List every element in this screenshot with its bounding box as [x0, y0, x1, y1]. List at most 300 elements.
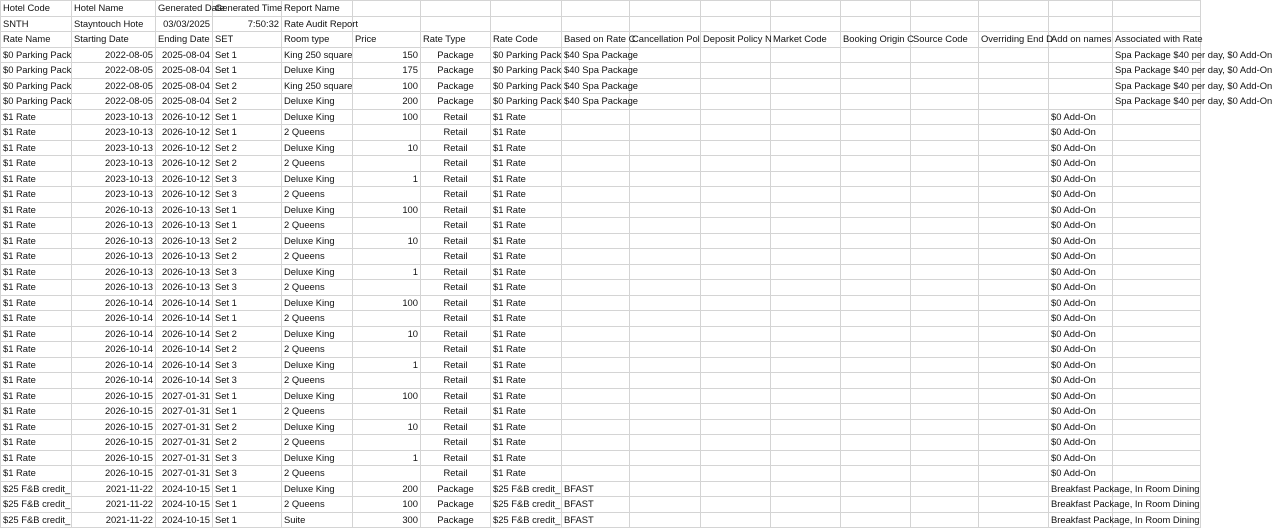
table-cell[interactable]: $1 Rate — [491, 233, 562, 249]
table-cell[interactable] — [701, 109, 771, 125]
table-cell[interactable]: $1 Rate — [491, 264, 562, 280]
table-cell[interactable]: Set 3 — [213, 450, 282, 466]
table-cell[interactable] — [771, 202, 841, 218]
table-cell[interactable]: $0 Parking Pack — [491, 47, 562, 63]
table-cell[interactable] — [771, 249, 841, 265]
table-cell[interactable] — [1113, 140, 1201, 156]
table-cell[interactable]: $1 Rate — [1, 435, 72, 451]
table-cell[interactable]: 2026-10-12 — [156, 187, 213, 203]
table-cell[interactable]: $1 Rate — [491, 419, 562, 435]
table-cell[interactable] — [771, 326, 841, 342]
table-cell[interactable] — [353, 156, 421, 172]
empty-cell[interactable] — [562, 16, 630, 32]
table-cell[interactable]: King 250 square — [282, 78, 353, 94]
table-cell[interactable] — [1113, 404, 1201, 420]
table-cell[interactable] — [841, 357, 911, 373]
table-cell[interactable] — [701, 78, 771, 94]
table-cell[interactable] — [701, 512, 771, 528]
table-cell[interactable]: Package — [421, 78, 491, 94]
table-cell[interactable] — [1113, 326, 1201, 342]
column-header[interactable]: Rate Type — [421, 32, 491, 48]
table-cell[interactable]: Set 1 — [213, 497, 282, 513]
table-cell[interactable]: Deluxe King — [282, 295, 353, 311]
empty-cell[interactable] — [630, 16, 701, 32]
table-cell[interactable] — [701, 249, 771, 265]
table-cell[interactable]: $25 F&B credit_ — [491, 512, 562, 528]
table-cell[interactable]: 10 — [353, 419, 421, 435]
table-cell[interactable] — [630, 94, 701, 110]
empty-cell[interactable] — [701, 1, 771, 17]
meta-value-cell[interactable]: Rate Audit Report — [282, 16, 353, 32]
table-cell[interactable] — [771, 140, 841, 156]
table-cell[interactable]: 300 — [353, 512, 421, 528]
table-cell[interactable] — [1049, 47, 1113, 63]
table-cell[interactable]: Deluxe King — [282, 357, 353, 373]
table-cell[interactable] — [562, 233, 630, 249]
table-cell[interactable] — [979, 233, 1049, 249]
table-cell[interactable]: $0 Add-On — [1049, 373, 1113, 389]
table-cell[interactable] — [630, 450, 701, 466]
table-cell[interactable]: 2026-10-12 — [156, 109, 213, 125]
empty-cell[interactable] — [562, 1, 630, 17]
table-cell[interactable]: Breakfast Package, In Room Dining — [1049, 497, 1113, 513]
table-cell[interactable]: Set 1 — [213, 295, 282, 311]
table-cell[interactable]: $25 F&B credit_ — [491, 481, 562, 497]
column-header[interactable]: Overriding End D — [979, 32, 1049, 48]
table-cell[interactable]: Set 3 — [213, 187, 282, 203]
table-cell[interactable] — [701, 466, 771, 482]
table-cell[interactable]: 2022-08-05 — [72, 94, 156, 110]
table-cell[interactable]: $0 Add-On — [1049, 404, 1113, 420]
table-cell[interactable] — [562, 171, 630, 187]
table-cell[interactable]: 2027-01-31 — [156, 388, 213, 404]
table-cell[interactable] — [911, 63, 979, 79]
table-cell[interactable] — [562, 202, 630, 218]
table-cell[interactable] — [771, 156, 841, 172]
table-cell[interactable]: 2 Queens — [282, 280, 353, 296]
table-cell[interactable]: 2026-10-13 — [72, 218, 156, 234]
empty-cell[interactable] — [1113, 1, 1201, 17]
table-cell[interactable] — [353, 125, 421, 141]
table-cell[interactable]: 2 Queens — [282, 497, 353, 513]
table-cell[interactable] — [771, 233, 841, 249]
empty-cell[interactable] — [1113, 16, 1201, 32]
table-cell[interactable]: Retail — [421, 218, 491, 234]
table-cell[interactable]: Retail — [421, 280, 491, 296]
table-cell[interactable] — [630, 156, 701, 172]
table-cell[interactable] — [701, 218, 771, 234]
table-cell[interactable] — [771, 435, 841, 451]
table-cell[interactable]: 2027-01-31 — [156, 419, 213, 435]
table-cell[interactable] — [979, 140, 1049, 156]
table-cell[interactable]: $0 Add-On — [1049, 109, 1113, 125]
table-cell[interactable]: 2026-10-13 — [156, 202, 213, 218]
table-cell[interactable]: 1 — [353, 357, 421, 373]
table-cell[interactable]: 2 Queens — [282, 342, 353, 358]
table-cell[interactable] — [701, 187, 771, 203]
meta-value-cell[interactable]: Stayntouch Hote — [72, 16, 156, 32]
empty-cell[interactable] — [491, 1, 562, 17]
table-cell[interactable]: Retail — [421, 326, 491, 342]
table-cell[interactable]: Suite — [282, 512, 353, 528]
empty-cell[interactable] — [491, 16, 562, 32]
table-cell[interactable]: Deluxe King — [282, 171, 353, 187]
table-cell[interactable]: 2026-10-14 — [156, 326, 213, 342]
table-cell[interactable] — [562, 466, 630, 482]
table-cell[interactable] — [979, 249, 1049, 265]
meta-header-cell[interactable]: Generated Date — [156, 1, 213, 17]
table-cell[interactable]: Deluxe King — [282, 388, 353, 404]
table-cell[interactable]: 2026-10-14 — [72, 295, 156, 311]
table-cell[interactable] — [979, 342, 1049, 358]
table-cell[interactable] — [562, 450, 630, 466]
table-cell[interactable] — [562, 187, 630, 203]
table-cell[interactable] — [630, 187, 701, 203]
table-cell[interactable] — [1113, 357, 1201, 373]
table-cell[interactable]: Deluxe King — [282, 233, 353, 249]
column-header[interactable]: Source Code — [911, 32, 979, 48]
table-cell[interactable]: 200 — [353, 481, 421, 497]
table-cell[interactable]: $25 F&B credit_ — [491, 497, 562, 513]
table-cell[interactable]: $1 Rate — [491, 357, 562, 373]
table-cell[interactable]: Set 1 — [213, 388, 282, 404]
table-cell[interactable] — [562, 435, 630, 451]
table-cell[interactable]: 2026-10-13 — [72, 202, 156, 218]
table-cell[interactable] — [1113, 373, 1201, 389]
table-cell[interactable] — [701, 280, 771, 296]
table-cell[interactable] — [1113, 419, 1201, 435]
table-cell[interactable]: $1 Rate — [491, 326, 562, 342]
empty-cell[interactable] — [771, 16, 841, 32]
table-cell[interactable] — [701, 342, 771, 358]
empty-cell[interactable] — [841, 16, 911, 32]
table-cell[interactable]: Set 3 — [213, 357, 282, 373]
table-cell[interactable]: Deluxe King — [282, 326, 353, 342]
table-cell[interactable]: $0 Add-On — [1049, 202, 1113, 218]
table-cell[interactable] — [841, 249, 911, 265]
table-cell[interactable]: 2026-10-13 — [156, 280, 213, 296]
table-cell[interactable] — [701, 419, 771, 435]
table-cell[interactable]: $0 Add-On — [1049, 342, 1113, 358]
table-cell[interactable] — [911, 295, 979, 311]
table-cell[interactable] — [911, 481, 979, 497]
table-cell[interactable] — [911, 249, 979, 265]
table-cell[interactable]: 100 — [353, 78, 421, 94]
table-cell[interactable] — [911, 171, 979, 187]
table-cell[interactable]: Set 1 — [213, 311, 282, 327]
empty-cell[interactable] — [353, 1, 421, 17]
table-cell[interactable] — [911, 264, 979, 280]
table-cell[interactable] — [630, 466, 701, 482]
table-cell[interactable]: 200 — [353, 94, 421, 110]
table-cell[interactable] — [841, 512, 911, 528]
meta-value-cell[interactable]: SNTH — [1, 16, 72, 32]
table-cell[interactable]: 2026-10-13 — [72, 280, 156, 296]
table-cell[interactable] — [1049, 94, 1113, 110]
table-cell[interactable]: Set 1 — [213, 404, 282, 420]
table-cell[interactable] — [911, 125, 979, 141]
table-cell[interactable] — [353, 218, 421, 234]
table-cell[interactable] — [701, 450, 771, 466]
table-cell[interactable]: Package — [421, 94, 491, 110]
table-cell[interactable]: Set 2 — [213, 94, 282, 110]
table-cell[interactable]: 2 Queens — [282, 187, 353, 203]
table-cell[interactable] — [701, 233, 771, 249]
table-cell[interactable]: 2026-10-13 — [156, 264, 213, 280]
table-cell[interactable]: Retail — [421, 233, 491, 249]
table-cell[interactable] — [979, 264, 1049, 280]
table-cell[interactable] — [841, 109, 911, 125]
table-cell[interactable] — [701, 125, 771, 141]
table-cell[interactable] — [841, 78, 911, 94]
table-cell[interactable] — [771, 466, 841, 482]
table-cell[interactable] — [841, 404, 911, 420]
table-cell[interactable] — [841, 156, 911, 172]
table-cell[interactable] — [979, 388, 1049, 404]
table-cell[interactable] — [701, 47, 771, 63]
table-cell[interactable] — [979, 419, 1049, 435]
table-cell[interactable] — [1049, 63, 1113, 79]
table-cell[interactable]: $1 Rate — [1, 357, 72, 373]
table-cell[interactable] — [911, 109, 979, 125]
table-cell[interactable]: $1 Rate — [1, 109, 72, 125]
table-cell[interactable] — [1113, 202, 1201, 218]
table-cell[interactable]: $0 Add-On — [1049, 249, 1113, 265]
table-cell[interactable]: 2 Queens — [282, 435, 353, 451]
table-cell[interactable]: $1 Rate — [491, 249, 562, 265]
table-cell[interactable]: Retail — [421, 404, 491, 420]
table-cell[interactable] — [630, 342, 701, 358]
table-cell[interactable]: Set 2 — [213, 78, 282, 94]
table-cell[interactable] — [911, 94, 979, 110]
table-cell[interactable] — [353, 311, 421, 327]
table-cell[interactable] — [911, 218, 979, 234]
table-cell[interactable]: Set 2 — [213, 233, 282, 249]
table-cell[interactable] — [701, 435, 771, 451]
table-cell[interactable]: King 250 square — [282, 47, 353, 63]
table-cell[interactable]: $0 Add-On — [1049, 280, 1113, 296]
table-cell[interactable] — [630, 233, 701, 249]
table-cell[interactable] — [911, 435, 979, 451]
table-cell[interactable] — [979, 326, 1049, 342]
table-cell[interactable]: Package — [421, 512, 491, 528]
table-cell[interactable]: $1 Rate — [1, 140, 72, 156]
table-cell[interactable] — [701, 326, 771, 342]
empty-cell[interactable] — [353, 16, 421, 32]
table-cell[interactable] — [841, 342, 911, 358]
table-cell[interactable] — [630, 357, 701, 373]
table-cell[interactable]: $0 Add-On — [1049, 326, 1113, 342]
table-cell[interactable]: $1 Rate — [491, 140, 562, 156]
table-cell[interactable] — [353, 342, 421, 358]
table-cell[interactable]: 2023-10-13 — [72, 171, 156, 187]
table-cell[interactable] — [911, 512, 979, 528]
table-cell[interactable]: Set 1 — [213, 109, 282, 125]
table-cell[interactable] — [630, 78, 701, 94]
table-cell[interactable]: 2026-10-15 — [72, 435, 156, 451]
table-cell[interactable] — [1113, 249, 1201, 265]
table-cell[interactable] — [841, 233, 911, 249]
table-cell[interactable] — [771, 497, 841, 513]
table-cell[interactable]: 2023-10-13 — [72, 125, 156, 141]
table-cell[interactable] — [562, 156, 630, 172]
table-cell[interactable]: $0 Parking Pack — [1, 94, 72, 110]
empty-cell[interactable] — [911, 1, 979, 17]
empty-cell[interactable] — [1049, 16, 1113, 32]
table-cell[interactable]: $1 Rate — [1, 450, 72, 466]
table-cell[interactable] — [911, 404, 979, 420]
table-cell[interactable] — [1113, 187, 1201, 203]
table-cell[interactable] — [353, 280, 421, 296]
table-cell[interactable] — [771, 78, 841, 94]
table-cell[interactable]: 2025-08-04 — [156, 47, 213, 63]
table-cell[interactable]: Deluxe King — [282, 450, 353, 466]
table-cell[interactable]: Retail — [421, 466, 491, 482]
table-cell[interactable] — [911, 311, 979, 327]
table-cell[interactable] — [1113, 450, 1201, 466]
table-cell[interactable] — [979, 466, 1049, 482]
table-cell[interactable] — [771, 512, 841, 528]
table-cell[interactable] — [701, 357, 771, 373]
table-cell[interactable]: 2022-08-05 — [72, 78, 156, 94]
table-cell[interactable]: Spa Package $40 per day, $0 Add-On — [1113, 63, 1201, 79]
table-cell[interactable]: Retail — [421, 388, 491, 404]
table-cell[interactable]: Retail — [421, 419, 491, 435]
table-cell[interactable]: 2026-10-14 — [156, 342, 213, 358]
table-cell[interactable] — [841, 435, 911, 451]
table-cell[interactable] — [1113, 218, 1201, 234]
column-header[interactable]: Rate Name — [1, 32, 72, 48]
table-cell[interactable] — [771, 171, 841, 187]
table-cell[interactable] — [979, 481, 1049, 497]
table-cell[interactable]: Retail — [421, 450, 491, 466]
table-cell[interactable] — [701, 140, 771, 156]
table-cell[interactable] — [911, 78, 979, 94]
table-cell[interactable]: 2021-11-22 — [72, 497, 156, 513]
table-cell[interactable] — [630, 435, 701, 451]
table-cell[interactable]: $0 Add-On — [1049, 233, 1113, 249]
table-cell[interactable]: 2022-08-05 — [72, 47, 156, 63]
table-cell[interactable] — [562, 373, 630, 389]
table-cell[interactable] — [1113, 233, 1201, 249]
table-cell[interactable] — [562, 280, 630, 296]
table-cell[interactable]: BFAST — [562, 481, 630, 497]
table-cell[interactable] — [911, 466, 979, 482]
table-cell[interactable]: $1 Rate — [1, 202, 72, 218]
table-cell[interactable]: 2021-11-22 — [72, 512, 156, 528]
table-cell[interactable] — [630, 140, 701, 156]
table-cell[interactable] — [630, 109, 701, 125]
table-cell[interactable] — [701, 311, 771, 327]
table-cell[interactable]: Set 2 — [213, 435, 282, 451]
table-cell[interactable]: 2026-10-14 — [72, 326, 156, 342]
table-cell[interactable] — [630, 311, 701, 327]
table-cell[interactable]: Deluxe King — [282, 140, 353, 156]
column-header[interactable]: Price — [353, 32, 421, 48]
table-cell[interactable]: Retail — [421, 295, 491, 311]
table-cell[interactable] — [771, 218, 841, 234]
table-cell[interactable] — [353, 249, 421, 265]
table-cell[interactable]: Spa Package $40 per day, $0 Add-On — [1113, 94, 1201, 110]
table-cell[interactable]: 2027-01-31 — [156, 404, 213, 420]
table-cell[interactable] — [562, 249, 630, 265]
table-cell[interactable]: $25 F&B credit_ — [1, 512, 72, 528]
table-cell[interactable] — [979, 435, 1049, 451]
table-cell[interactable]: Retail — [421, 202, 491, 218]
empty-cell[interactable] — [1049, 1, 1113, 17]
table-cell[interactable]: Deluxe King — [282, 419, 353, 435]
table-cell[interactable] — [979, 295, 1049, 311]
table-cell[interactable]: $1 Rate — [1, 218, 72, 234]
table-cell[interactable]: $0 Parking Pack — [1, 63, 72, 79]
table-cell[interactable] — [771, 94, 841, 110]
table-cell[interactable] — [701, 94, 771, 110]
empty-cell[interactable] — [630, 1, 701, 17]
table-cell[interactable] — [841, 187, 911, 203]
table-cell[interactable]: 2026-10-14 — [72, 373, 156, 389]
empty-cell[interactable] — [979, 1, 1049, 17]
table-cell[interactable] — [1049, 78, 1113, 94]
table-cell[interactable]: 150 — [353, 47, 421, 63]
table-cell[interactable] — [630, 249, 701, 265]
table-cell[interactable] — [841, 450, 911, 466]
table-cell[interactable]: $1 Rate — [1, 373, 72, 389]
table-cell[interactable]: $1 Rate — [491, 435, 562, 451]
table-cell[interactable] — [1113, 311, 1201, 327]
table-cell[interactable] — [771, 357, 841, 373]
table-cell[interactable]: 2027-01-31 — [156, 435, 213, 451]
table-cell[interactable] — [771, 295, 841, 311]
table-cell[interactable] — [562, 419, 630, 435]
table-cell[interactable]: $1 Rate — [1, 404, 72, 420]
table-cell[interactable]: BFAST — [562, 512, 630, 528]
table-cell[interactable] — [630, 295, 701, 311]
table-cell[interactable]: Set 3 — [213, 373, 282, 389]
table-cell[interactable] — [630, 373, 701, 389]
table-cell[interactable]: $1 Rate — [1, 125, 72, 141]
table-cell[interactable]: Deluxe King — [282, 264, 353, 280]
table-cell[interactable] — [841, 47, 911, 63]
table-cell[interactable]: 2024-10-15 — [156, 512, 213, 528]
table-cell[interactable]: $0 Add-On — [1049, 450, 1113, 466]
empty-cell[interactable] — [701, 16, 771, 32]
table-cell[interactable] — [979, 512, 1049, 528]
table-cell[interactable]: 2026-10-15 — [72, 419, 156, 435]
table-cell[interactable]: 2 Queens — [282, 125, 353, 141]
table-cell[interactable]: Breakfast Package, In Room Dining — [1049, 512, 1113, 528]
table-cell[interactable]: 2 Queens — [282, 218, 353, 234]
table-cell[interactable]: 2 Queens — [282, 466, 353, 482]
table-cell[interactable]: $40 Spa Package — [562, 47, 630, 63]
table-cell[interactable]: 2026-10-14 — [72, 357, 156, 373]
table-cell[interactable] — [841, 311, 911, 327]
table-cell[interactable]: 2026-10-12 — [156, 140, 213, 156]
table-cell[interactable]: Set 2 — [213, 419, 282, 435]
table-cell[interactable]: Retail — [421, 156, 491, 172]
table-cell[interactable]: 1 — [353, 450, 421, 466]
table-cell[interactable]: $1 Rate — [491, 404, 562, 420]
table-cell[interactable]: 2023-10-13 — [72, 109, 156, 125]
table-cell[interactable] — [979, 47, 1049, 63]
column-header[interactable]: Starting Date — [72, 32, 156, 48]
column-header[interactable]: Room type — [282, 32, 353, 48]
table-cell[interactable]: Package — [421, 47, 491, 63]
table-cell[interactable]: 2026-10-15 — [72, 466, 156, 482]
table-cell[interactable]: Set 2 — [213, 156, 282, 172]
table-cell[interactable]: $0 Parking Pack — [1, 78, 72, 94]
table-cell[interactable]: Retail — [421, 109, 491, 125]
table-cell[interactable] — [979, 156, 1049, 172]
